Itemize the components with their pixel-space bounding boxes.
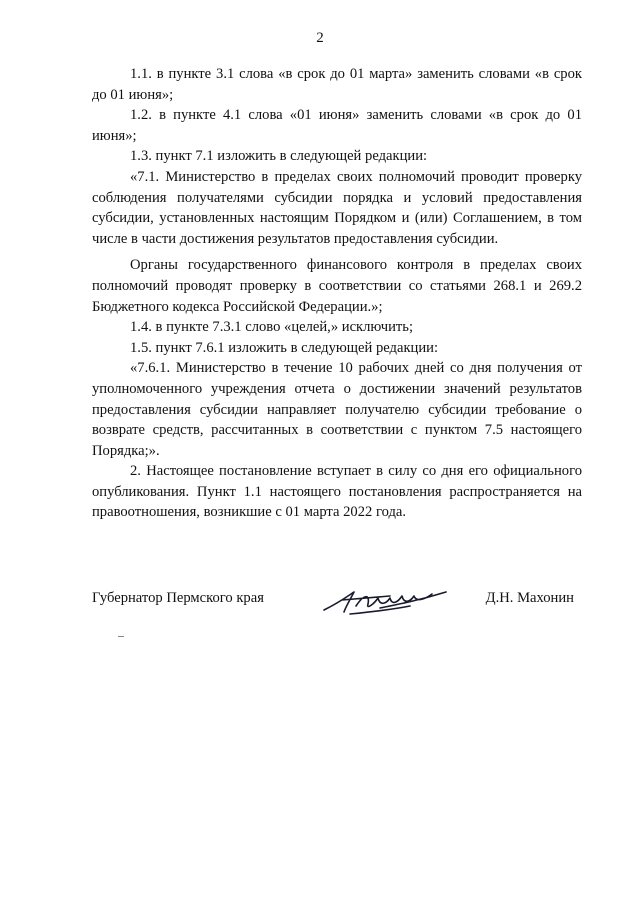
paragraph-7-1: «7.1. Министерство в пределах своих полномочий проводит проверку соблюдения получателями субсидии порядка и условий предоставления субсидии, установленных настоящим Порядком и (или) Соглашением, в том числе в части достижения результатов предоставления субсидии. (92, 168, 582, 247)
signatory-title: Губернатор Пермского края (92, 590, 264, 606)
paragraph-1-3: 1.3. пункт 7.1 изложить в следующей редакции: (130, 148, 428, 165)
paragraph-7-6-1: «7.6.1. Министерство в течение 10 рабочих дней со дня получения от уполномоченного учреждения отчета о достижении значений результатов предоставления субсидии направляет получателю субсидии требование о возврате средств, рассчитанных в соответствии с пунктом 7.5 настоящего Порядка;». (92, 360, 582, 459)
paragraph-1-2: 1.2. в пункте 4.1 слова «01 июня» заменить словами «в срок до 01 июня»; (92, 107, 582, 144)
page-number: 2 (316, 30, 324, 46)
paragraph-control-bodies: Органы государственного финансового контроля в пределах своих полномочий проводят проверку в соответствии со статьями 268.1 и 269.2 Бюджетного кодекса Российской Федерации.»; (92, 257, 582, 315)
document-body (92, 64, 582, 523)
paragraph-1-5: 1.5. пункт 7.6.1 изложить в следующей редакции: (130, 339, 439, 356)
paragraph-2: 2. Настоящее постановление вступает в силу со дня его официального опубликования. Пункт 1.1 настоящего постановления распространяется на правоотношения, возникшие с 01 марта 2022 года. (92, 463, 582, 521)
handwritten-signature-icon (320, 582, 450, 618)
signature-block (92, 582, 582, 622)
signatory-name: Д.Н. Махонин (485, 590, 574, 606)
paragraph-1-4: 1.4. в пункте 7.3.1 слово «целей,» исключить; (130, 319, 414, 336)
scan-artifact (118, 636, 124, 637)
paragraph-1-1: 1.1. в пункте 3.1 слова «в срок до 01 марта» заменить словами «в срок до 01 июня»; (92, 66, 582, 103)
